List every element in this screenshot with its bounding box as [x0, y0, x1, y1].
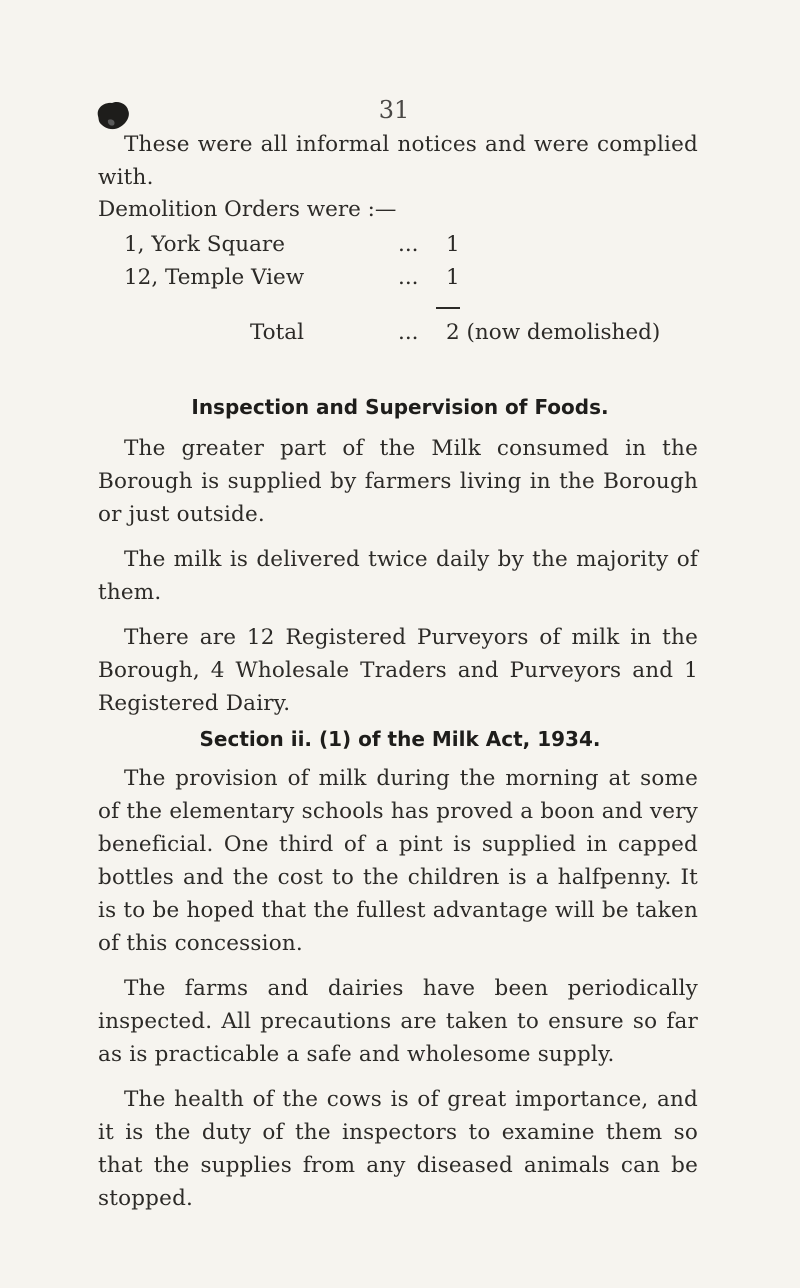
milk-act-paragraph: The health of the cows is of great importance, and it is the duty of the inspectors to examine them so that the supplies from any diseased animals can be stopped. [98, 1087, 698, 1211]
milk-act-paragraph: The farms and dairies have been periodically inspected. All precautions are taken to ensure so far as is practicable a safe and wholesome supply. [98, 976, 698, 1067]
demolition-item-dots: ... [398, 265, 419, 290]
milk-act-text-block [98, 762, 698, 1215]
inspection-paragraph: The milk is delivered twice daily by the majority of them. [98, 547, 698, 605]
inspection-text-block [98, 432, 698, 720]
ink-blot-icon [94, 98, 132, 132]
total-value: 2 (now demolished) [446, 320, 661, 345]
demolition-item-count: 1 [446, 232, 460, 257]
milk-act-paragraph: The provision of milk during the morning at some of the elementary schools has proved a boon and very beneficial. One third of a pint is supplied in capped bottles and the cost to the children is a halfpenny. It is to be hoped that the fullest advantage will be taken of this concession. [98, 766, 698, 956]
total-label: Total [250, 320, 304, 345]
inspection-paragraph: There are 12 Registered Purveyors of milk in the Borough, 4 Wholesale Traders and Purveyors and 1 Registered Dairy. [98, 625, 698, 716]
demolition-item-address: 12, Temple View [124, 265, 305, 290]
inspection-paragraph: The greater part of the Milk consumed in the Borough is supplied by farmers living in the Borough or just outside. [98, 436, 698, 527]
demolition-item-dots: ... [398, 232, 419, 257]
milk-act-heading: Section ii. (1) of the Milk Act, 1934. [199, 727, 601, 751]
intro-text-block [98, 128, 698, 194]
total-dots: ... [398, 320, 419, 345]
demolition-item-address: 1, York Square [124, 232, 285, 257]
demolition-heading: Demolition Orders were :— [98, 197, 397, 222]
intro-paragraph: These were all informal notices and were complied with. [98, 132, 698, 190]
inspection-heading: Inspection and Supervision of Foods. [191, 395, 609, 419]
demolition-item-count: 1 [446, 265, 460, 290]
page-number: 31 [378, 96, 410, 124]
total-rule [436, 307, 460, 309]
